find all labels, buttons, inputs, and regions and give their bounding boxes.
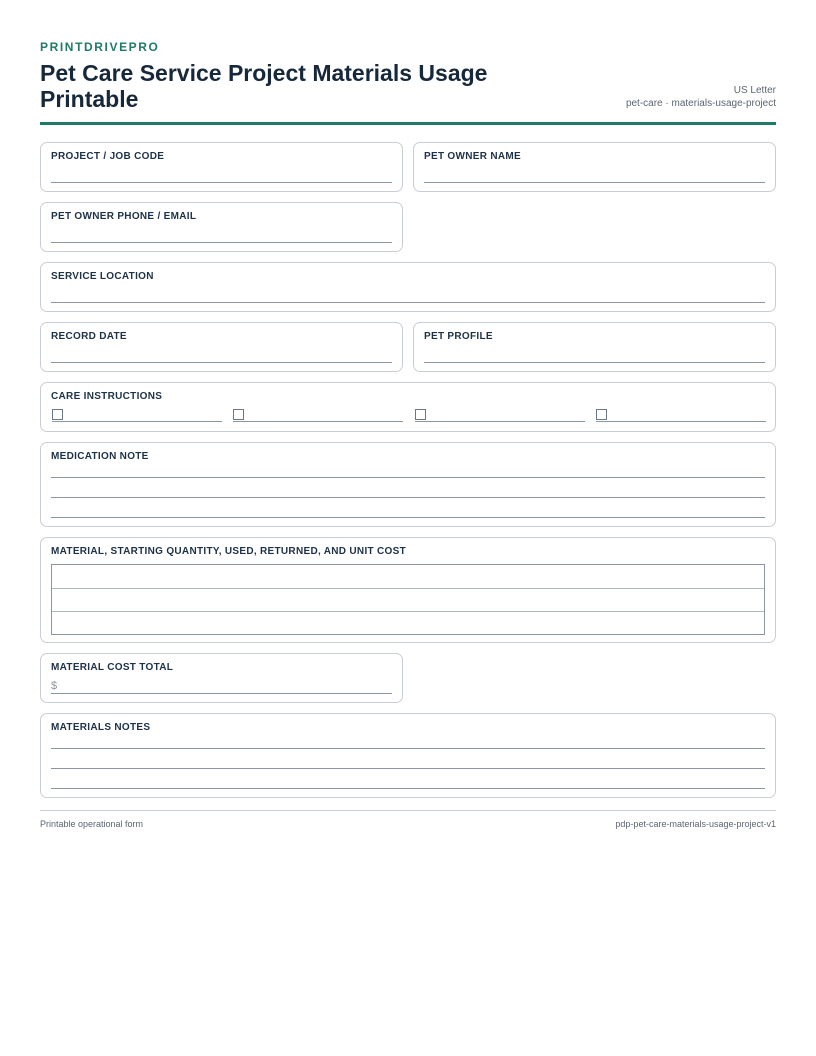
materials-notes-field[interactable]: [40, 713, 776, 798]
materials-table: [51, 564, 765, 635]
record-date-field[interactable]: [40, 322, 403, 372]
field-label: PROJECT / JOB CODE: [51, 151, 165, 162]
care-checkbox-item[interactable]: [596, 408, 766, 424]
pet-owner-contact-field[interactable]: [40, 202, 403, 252]
care-instructions-field: [40, 382, 776, 432]
field-label: CARE INSTRUCTIONS: [51, 391, 163, 402]
footer-rule: [40, 810, 776, 811]
care-checkbox-item[interactable]: [415, 408, 585, 424]
checkbox[interactable]: [596, 409, 607, 420]
footer-caption: Printable operational form: [40, 819, 144, 829]
pet-profile-field[interactable]: [413, 322, 776, 372]
project-job-code-field[interactable]: [40, 142, 403, 192]
write-line[interactable]: [51, 748, 765, 749]
write-line[interactable]: [51, 693, 392, 694]
form-tags: pet-care · materials-usage-project: [625, 98, 776, 109]
write-line[interactable]: [51, 242, 392, 243]
write-line[interactable]: [596, 421, 766, 422]
field-label: MEDICATION NOTE: [51, 451, 149, 462]
paper-size: US Letter: [733, 85, 776, 96]
checkbox[interactable]: [415, 409, 426, 420]
field-label: RECORD DATE: [51, 331, 127, 342]
pet-owner-name-field[interactable]: [413, 142, 776, 192]
care-checkbox-item[interactable]: [233, 408, 403, 424]
field-label: PET PROFILE: [424, 331, 493, 342]
write-line[interactable]: [415, 421, 585, 422]
header-rule: [40, 122, 776, 125]
brand-name: PRINTDRIVEPRO: [40, 40, 160, 54]
care-checkbox-item[interactable]: [52, 408, 222, 424]
medication-note-field[interactable]: [40, 442, 776, 527]
write-line[interactable]: [424, 362, 765, 363]
materials-table-field: [40, 537, 776, 643]
field-label: MATERIAL, STARTING QUANTITY, USED, RETURNED, AND UNIT COST: [51, 546, 406, 557]
write-line[interactable]: [51, 302, 765, 303]
field-label: PET OWNER NAME: [424, 151, 521, 162]
currency-symbol: $: [51, 680, 58, 692]
write-line[interactable]: [51, 788, 765, 789]
write-line[interactable]: [51, 182, 392, 183]
write-line[interactable]: [424, 182, 765, 183]
write-line[interactable]: [233, 421, 403, 422]
checkbox[interactable]: [233, 409, 244, 420]
field-label: MATERIALS NOTES: [51, 722, 151, 733]
write-line[interactable]: [51, 477, 765, 478]
field-label: PET OWNER PHONE / EMAIL: [51, 211, 197, 222]
material-cost-total-field[interactable]: [40, 653, 403, 703]
write-line[interactable]: [52, 421, 222, 422]
page-header: [40, 40, 776, 112]
write-line[interactable]: [51, 362, 392, 363]
field-label: MATERIAL COST TOTAL: [51, 662, 174, 673]
field-label: SERVICE LOCATION: [51, 271, 154, 282]
write-line[interactable]: [51, 768, 765, 769]
page-meta: [626, 84, 776, 110]
checkbox[interactable]: [52, 409, 63, 420]
write-line[interactable]: [51, 497, 765, 498]
table-row-divider: [52, 588, 764, 589]
form-page: [40, 40, 776, 112]
write-line[interactable]: [51, 517, 765, 518]
table-row-divider: [52, 611, 764, 612]
service-location-field[interactable]: [40, 262, 776, 312]
form-id: pdp-pet-care-materials-usage-project-v1: [615, 819, 776, 829]
page-title: Pet Care Service Project Materials Usage Printable: [40, 60, 488, 112]
